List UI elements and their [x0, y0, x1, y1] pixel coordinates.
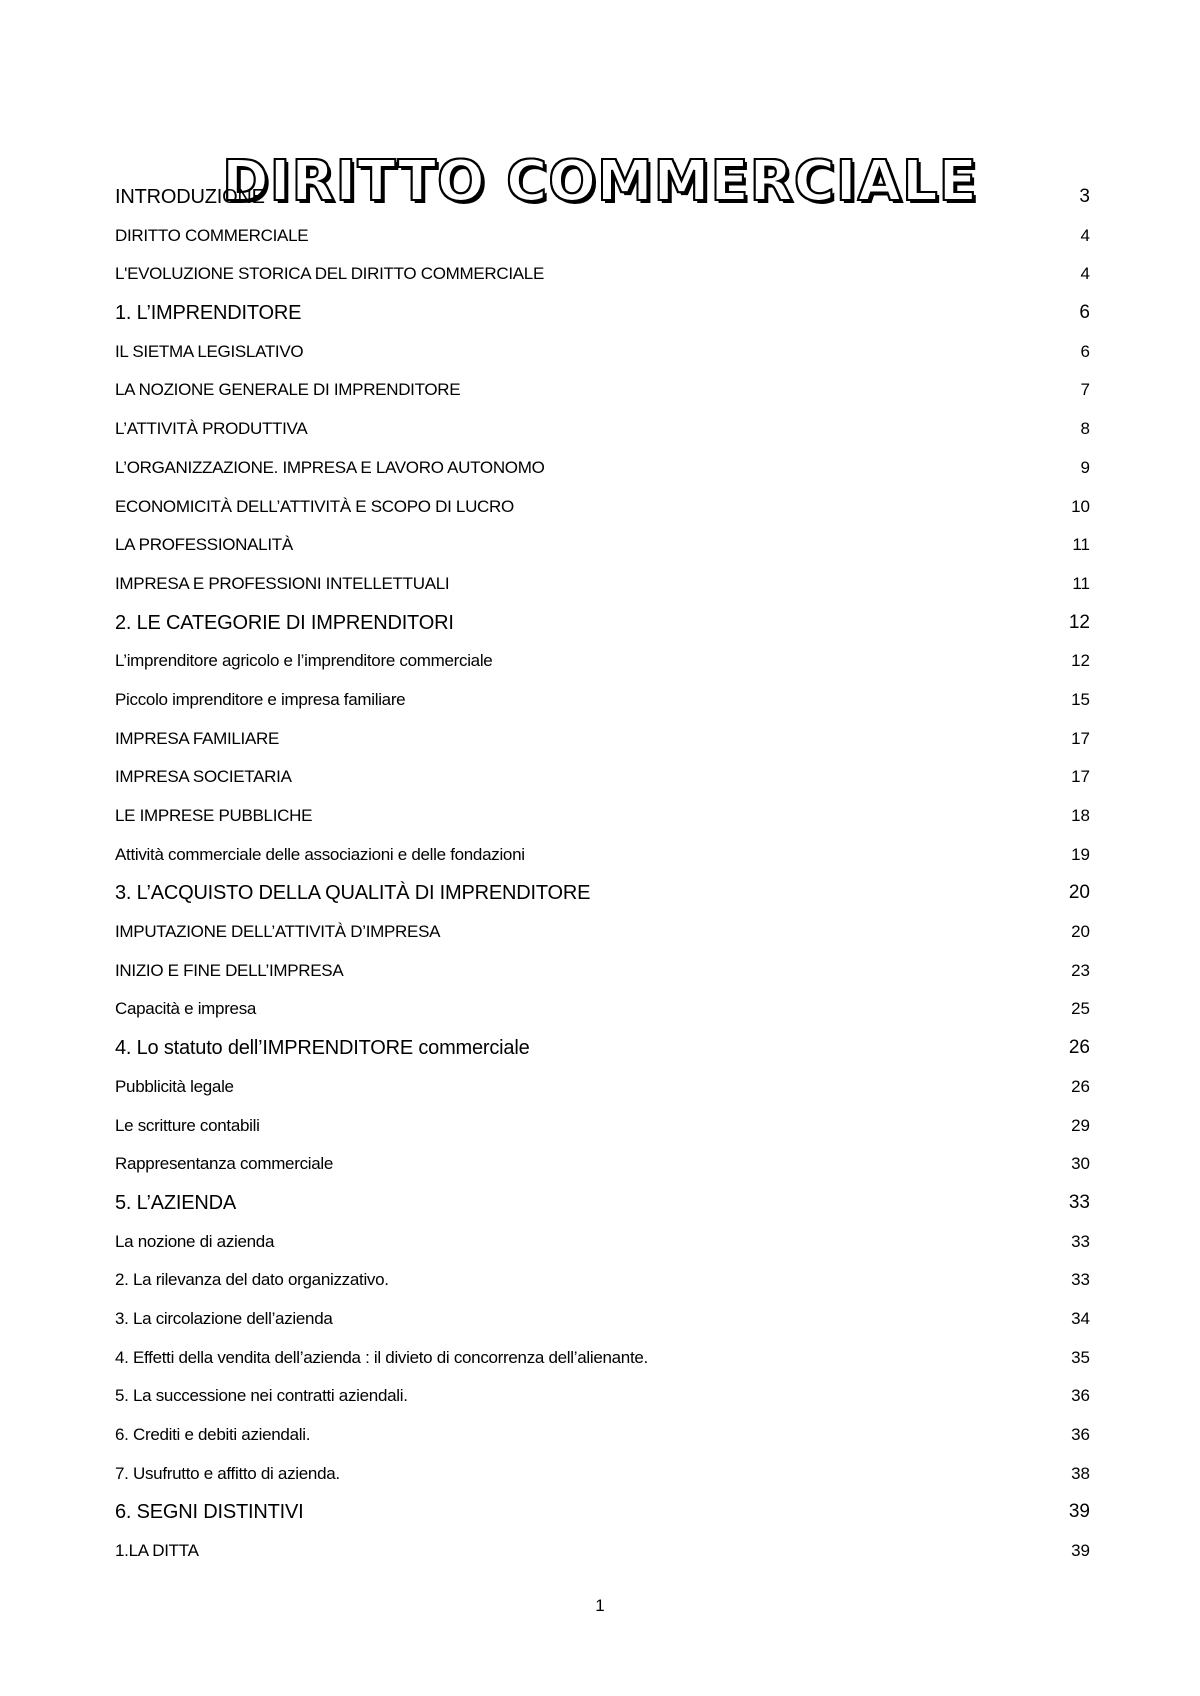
toc-entry[interactable] [115, 913, 1090, 952]
toc-entry[interactable] [115, 255, 1090, 294]
toc-entry-label[interactable]: L’ATTIVITÀ PRODUTTIVA [115, 419, 308, 439]
toc-entry-label[interactable]: 3. L’ACQUISTO DELLA QUALITÀ DI IMPRENDITORE [115, 882, 591, 905]
toc-entry[interactable] [115, 1416, 1090, 1455]
toc-entry-page[interactable]: 39 [1068, 1501, 1090, 1523]
toc-entry-page[interactable]: 7 [1080, 380, 1090, 400]
toc-entry-label[interactable]: 2. LE CATEGORIE DI IMPRENDITORI [115, 611, 454, 634]
toc-entry[interactable] [115, 371, 1090, 410]
toc-entry-page[interactable]: 11 [1072, 573, 1090, 593]
toc-entry[interactable] [115, 1184, 1090, 1223]
toc-entry[interactable] [115, 449, 1090, 488]
toc-entry[interactable] [115, 565, 1090, 604]
toc-entry-label[interactable]: La nozione di azienda [115, 1231, 275, 1251]
toc-entry-label[interactable]: 2. La rilevanza del dato organizzativo. [115, 1270, 389, 1290]
toc-entry[interactable] [115, 1107, 1090, 1146]
toc-entry-label[interactable]: L’ORGANIZZAZIONE. IMPRESA E LAVORO AUTONOMO [115, 457, 545, 477]
toc-entry-page[interactable]: 26 [1071, 1076, 1090, 1096]
toc-entry-label[interactable]: LE IMPRESE PUBBLICHE [115, 806, 313, 825]
toc-entry-page[interactable]: 33 [1068, 1191, 1090, 1213]
toc-entry-page[interactable]: 6 [1080, 341, 1090, 361]
toc-entry-page[interactable]: 18 [1071, 806, 1090, 825]
toc-entry-label[interactable]: 1.LA DITTA [115, 1541, 199, 1561]
toc-entry-label[interactable]: Piccolo imprenditore e impresa familiare [115, 689, 406, 709]
toc-entry[interactable] [115, 758, 1090, 797]
page-number: 1 [595, 1596, 605, 1615]
toc-entry[interactable] [115, 1532, 1090, 1571]
toc-entry-page[interactable]: 17 [1071, 767, 1090, 787]
toc-entry-label[interactable]: 1. L’IMPRENDITORE [115, 302, 302, 325]
toc-entry-page[interactable]: 36 [1071, 1425, 1090, 1444]
toc-entry[interactable] [115, 178, 1090, 217]
toc-entry-label[interactable]: Attività commerciale delle associazioni e delle fondazioni [115, 844, 525, 864]
toc-entry-page[interactable]: 33 [1071, 1231, 1090, 1251]
toc-entry-page[interactable]: 23 [1071, 960, 1090, 980]
toc-entry-page[interactable]: 4 [1080, 225, 1090, 245]
table-of-contents [115, 178, 1090, 1571]
toc-entry[interactable] [115, 1339, 1090, 1378]
toc-entry[interactable] [115, 1261, 1090, 1300]
toc-entry-page[interactable]: 19 [1071, 844, 1090, 864]
toc-entry[interactable] [115, 1145, 1090, 1184]
toc-entry[interactable] [115, 952, 1090, 991]
toc-entry-label[interactable]: INTRODUZIONE [115, 186, 265, 208]
toc-entry-label[interactable]: 3. La circolazione dell’azienda [115, 1308, 333, 1328]
document-title: DIRITTO COMMERCIALE [222, 148, 978, 214]
toc-entry-page[interactable]: 10 [1071, 496, 1090, 516]
toc-entry-label[interactable]: 6. Crediti e debiti aziendali. [115, 1425, 311, 1444]
toc-entry-label[interactable]: Capacità e impresa [115, 999, 257, 1019]
toc-entry[interactable] [115, 1068, 1090, 1107]
toc-entry-label[interactable]: 6. SEGNI DISTINTIVI [115, 1501, 304, 1524]
toc-entry-page[interactable]: 34 [1071, 1308, 1090, 1328]
toc-entry-label[interactable]: 5. L’AZIENDA [115, 1191, 236, 1214]
toc-entry-page[interactable]: 38 [1071, 1463, 1090, 1483]
toc-entry-page[interactable]: 30 [1071, 1154, 1090, 1174]
toc-entry[interactable] [115, 217, 1090, 256]
toc-entry-label[interactable]: 5. La successione nei contratti aziendali. [115, 1386, 408, 1406]
toc-entry-page[interactable]: 12 [1068, 611, 1090, 633]
toc-entry-page[interactable]: 35 [1071, 1347, 1090, 1367]
toc-entry-page[interactable]: 3 [1079, 186, 1090, 207]
toc-entry-page[interactable]: 6 [1079, 302, 1090, 324]
toc-entry[interactable] [115, 836, 1090, 875]
toc-entry-page[interactable]: 26 [1068, 1037, 1090, 1059]
toc-entry[interactable] [115, 1377, 1090, 1416]
toc-entry-page[interactable]: 29 [1071, 1115, 1090, 1135]
toc-entry-page[interactable]: 33 [1071, 1270, 1090, 1290]
toc-entry-label[interactable]: IL SIETMA LEGISLATIVO [115, 341, 304, 361]
toc-entry-label[interactable]: Pubblicità legale [115, 1076, 234, 1096]
toc-entry[interactable] [115, 526, 1090, 565]
toc-entry-label[interactable]: IMPUTAZIONE DELL’ATTIVITÀ D’IMPRESA [115, 922, 441, 942]
toc-entry[interactable] [115, 488, 1090, 527]
toc-entry-page[interactable]: 8 [1080, 419, 1090, 439]
toc-entry-label[interactable]: IMPRESA SOCIETARIA [115, 767, 292, 787]
toc-entry[interactable] [115, 681, 1090, 720]
toc-entry[interactable] [115, 333, 1090, 372]
toc-entry[interactable] [115, 797, 1090, 836]
toc-entry-label[interactable]: IMPRESA E PROFESSIONI INTELLETTUALI [115, 573, 450, 593]
toc-entry-page[interactable]: 36 [1071, 1386, 1090, 1406]
toc-entry-page[interactable]: 20 [1071, 922, 1090, 942]
toc-entry[interactable] [115, 410, 1090, 449]
toc-entry-page[interactable]: 15 [1071, 689, 1090, 709]
toc-entry-label[interactable]: 4. Effetti della vendita dell’azienda : il divieto di concorrenza dell’alienante. [115, 1347, 648, 1367]
toc-entry-page[interactable]: 25 [1071, 999, 1090, 1019]
toc-entry[interactable] [115, 1029, 1090, 1068]
toc-entry-label[interactable]: Le scritture contabili [115, 1115, 260, 1135]
toc-entry-page[interactable]: 4 [1080, 264, 1090, 284]
toc-entry-label[interactable]: LA PROFESSIONALITÀ [115, 535, 293, 555]
toc-entry[interactable] [115, 1455, 1090, 1494]
toc-entry-page[interactable]: 39 [1071, 1541, 1090, 1561]
toc-entry-label[interactable]: 7. Usufrutto e affitto di azienda. [115, 1463, 340, 1483]
toc-entry-label[interactable]: LA NOZIONE GENERALE DI IMPRENDITORE [115, 380, 461, 400]
toc-entry-label[interactable]: IMPRESA FAMILIARE [115, 728, 280, 748]
toc-entry[interactable] [115, 874, 1090, 913]
toc-entry-label[interactable]: Rappresentanza commerciale [115, 1154, 334, 1174]
toc-entry[interactable] [115, 720, 1090, 759]
toc-entry-label[interactable]: DIRITTO COMMERCIALE [115, 225, 309, 245]
toc-entry-page[interactable]: 9 [1080, 457, 1090, 477]
toc-entry[interactable] [115, 990, 1090, 1029]
toc-entry-label[interactable]: INIZIO E FINE DELL’IMPRESA [115, 960, 344, 980]
toc-entry-label[interactable]: L’imprenditore agricolo e l’imprenditore commerciale [115, 651, 493, 671]
toc-entry-page[interactable]: 11 [1072, 535, 1090, 555]
toc-entry-page[interactable]: 12 [1071, 651, 1090, 671]
toc-entry[interactable] [115, 1223, 1090, 1262]
toc-entry[interactable] [115, 1493, 1090, 1532]
toc-entry-label[interactable]: 4. Lo statuto dell’IMPRENDITORE commerciale [115, 1037, 530, 1060]
toc-entry[interactable] [115, 642, 1090, 681]
toc-entry-page[interactable]: 17 [1071, 728, 1090, 748]
toc-entry-label[interactable]: ECONOMICITÀ DELL’ATTIVITÀ E SCOPO DI LUCRO [115, 496, 514, 516]
toc-entry-page[interactable]: 20 [1068, 882, 1090, 904]
toc-entry[interactable] [115, 294, 1090, 333]
toc-entry-label[interactable]: L'EVOLUZIONE STORICA DEL DIRITTO COMMERCIALE [115, 264, 544, 284]
toc-entry[interactable] [115, 1300, 1090, 1339]
toc-entry[interactable] [115, 604, 1090, 643]
